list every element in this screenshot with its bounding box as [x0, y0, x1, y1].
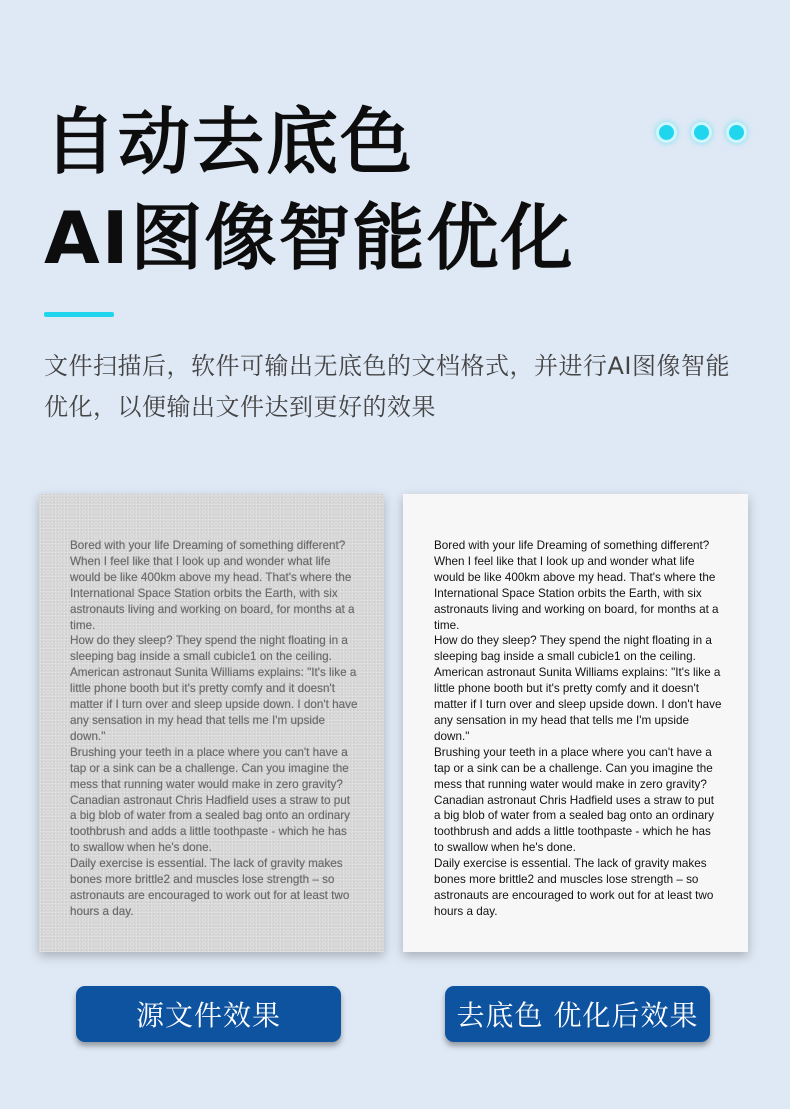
original-effect-label: 源文件效果	[76, 986, 341, 1042]
optimized-effect-label: 去底色 优化后效果	[445, 986, 710, 1042]
doc-paragraph: Bored with your life Dreaming of something different? When I feel like that I look up and wonder what life would be like 400km above my head. That's where the International Space Station orbits the Earth, with six astronauts living and working on board, for months at a time.	[70, 539, 355, 632]
accent-bar	[44, 312, 114, 317]
original-document-preview	[39, 494, 384, 952]
doc-paragraph: Bored with your life Dreaming of something different? When I feel like that I look up and wonder what life would be like 400km above my head. That's where the International Space Station orbits the Earth, with six astronauts living and working on board, for months at a time.	[434, 539, 719, 632]
title-line-2: AI图像智能优化	[44, 196, 575, 280]
doc-paragraph: Daily exercise is essential. The lack of gravity makes bones more brittle2 and muscles lose strength – so astronauts are encouraged to work out for at least two hours a day.	[434, 857, 714, 918]
description-text: 文件扫描后，软件可输出无底色的文档格式，并进行AI图像智能优化，以便输出文件达到更好的效果	[44, 352, 730, 421]
doc-paragraph: How do they sleep? They spend the night floating in a sleeping bag inside a small cubicle1 on the ceiling. American astronaut Sunita Williams explains: "It's like a little phone booth but it's pretty comfy and it doesn't matter if I turn over and sleep upside down. I don't have any sensation in my head that tells me I'm upside down."	[434, 634, 722, 743]
optimized-document-preview	[403, 494, 748, 952]
doc-paragraph: Brushing your teeth in a place where you can't have a tap or a sink can be a challenge. Can you imagine the mess that running water would make in zero gravity? Canadian astronaut Chris Hadfield uses a straw to put a big blob of water from a sealed bag onto an ordinary toothbrush and adds a little toothpaste - which he has to swallow when he's done.	[434, 745, 715, 855]
doc-paragraph: Daily exercise is essential. The lack of gravity makes bones more brittle2 and muscles lose strength – so astronauts are encouraged to work out for at least two hours a day.	[70, 857, 350, 918]
dot-icon	[691, 122, 712, 143]
title-line-1: 自动去底色	[44, 100, 415, 184]
doc-paragraph: How do they sleep? They spend the night floating in a sleeping bag inside a small cubicle1 on the ceiling. American astronaut Sunita Williams explains: "It's like a little phone booth but it's pretty comfy and it doesn't matter if I turn over and sleep upside down. I don't have any sensation in my head that tells me I'm upside down."	[70, 634, 358, 743]
doc-paragraph: Brushing your teeth in a place where you can't have a tap or a sink can be a challenge. Can you imagine the mess that running water would make in zero gravity? Canadian astronaut Chris Hadfield uses a straw to put a big blob of water from a sealed bag onto an ordinary toothbrush and adds a little toothpaste - which he has to swallow when he's done.	[70, 745, 351, 855]
dot-icon	[726, 122, 747, 143]
dot-icon	[656, 122, 677, 143]
decorative-dots	[656, 122, 747, 143]
